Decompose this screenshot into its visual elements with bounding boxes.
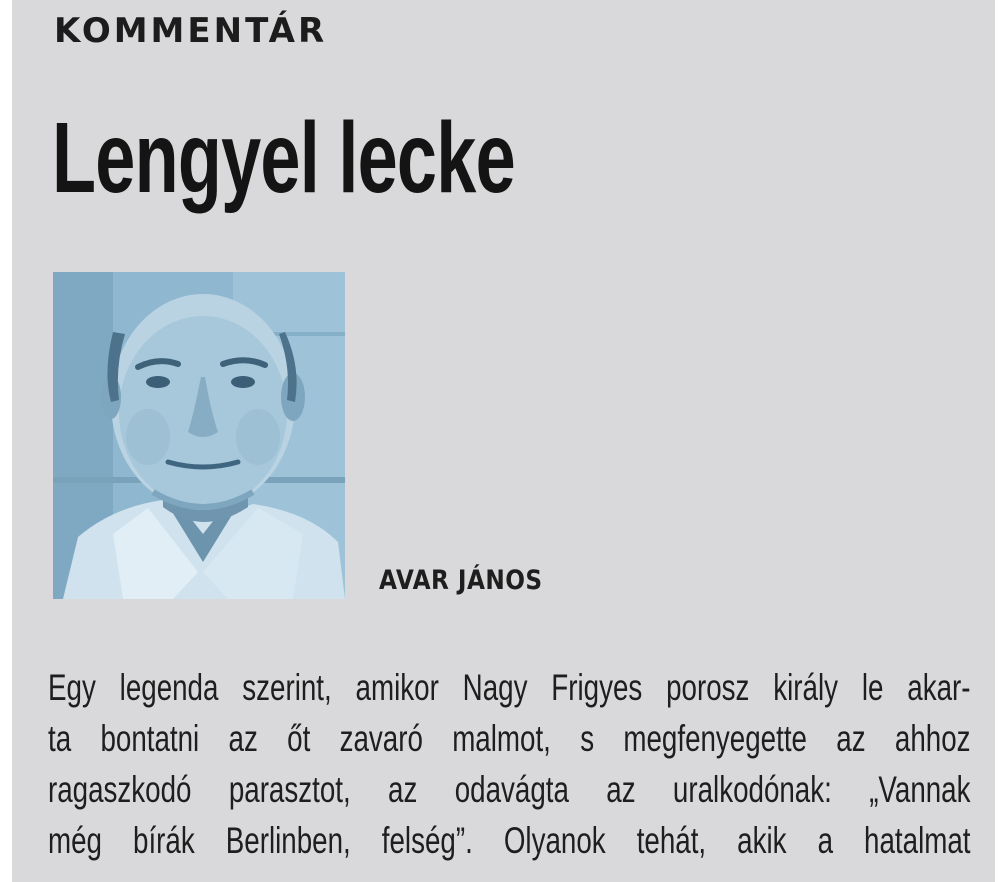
author-photo (53, 272, 345, 599)
body-line: Egy legenda szerint, amikor Nagy Frigyes porosz király le akar- (48, 667, 971, 708)
author-byline: AVAR JÁNOS (379, 565, 543, 596)
body-line: még bírák Berlinben, felség”. Olyanok tehát, akik a hatalmat (48, 820, 971, 861)
article-body (48, 662, 971, 866)
author-portrait-icon (53, 272, 345, 599)
body-line: ragaszkodó parasztot, az odavágta az uralkodónak: „Vannak (48, 769, 971, 810)
section-label: KOMMENTÁR (54, 11, 328, 51)
article-page (12, 0, 995, 882)
body-line: ta bontatni az őt zavaró malmot, s megfenyegette az ahhoz (48, 718, 971, 759)
article-headline: Lengyel lecke (52, 102, 515, 214)
